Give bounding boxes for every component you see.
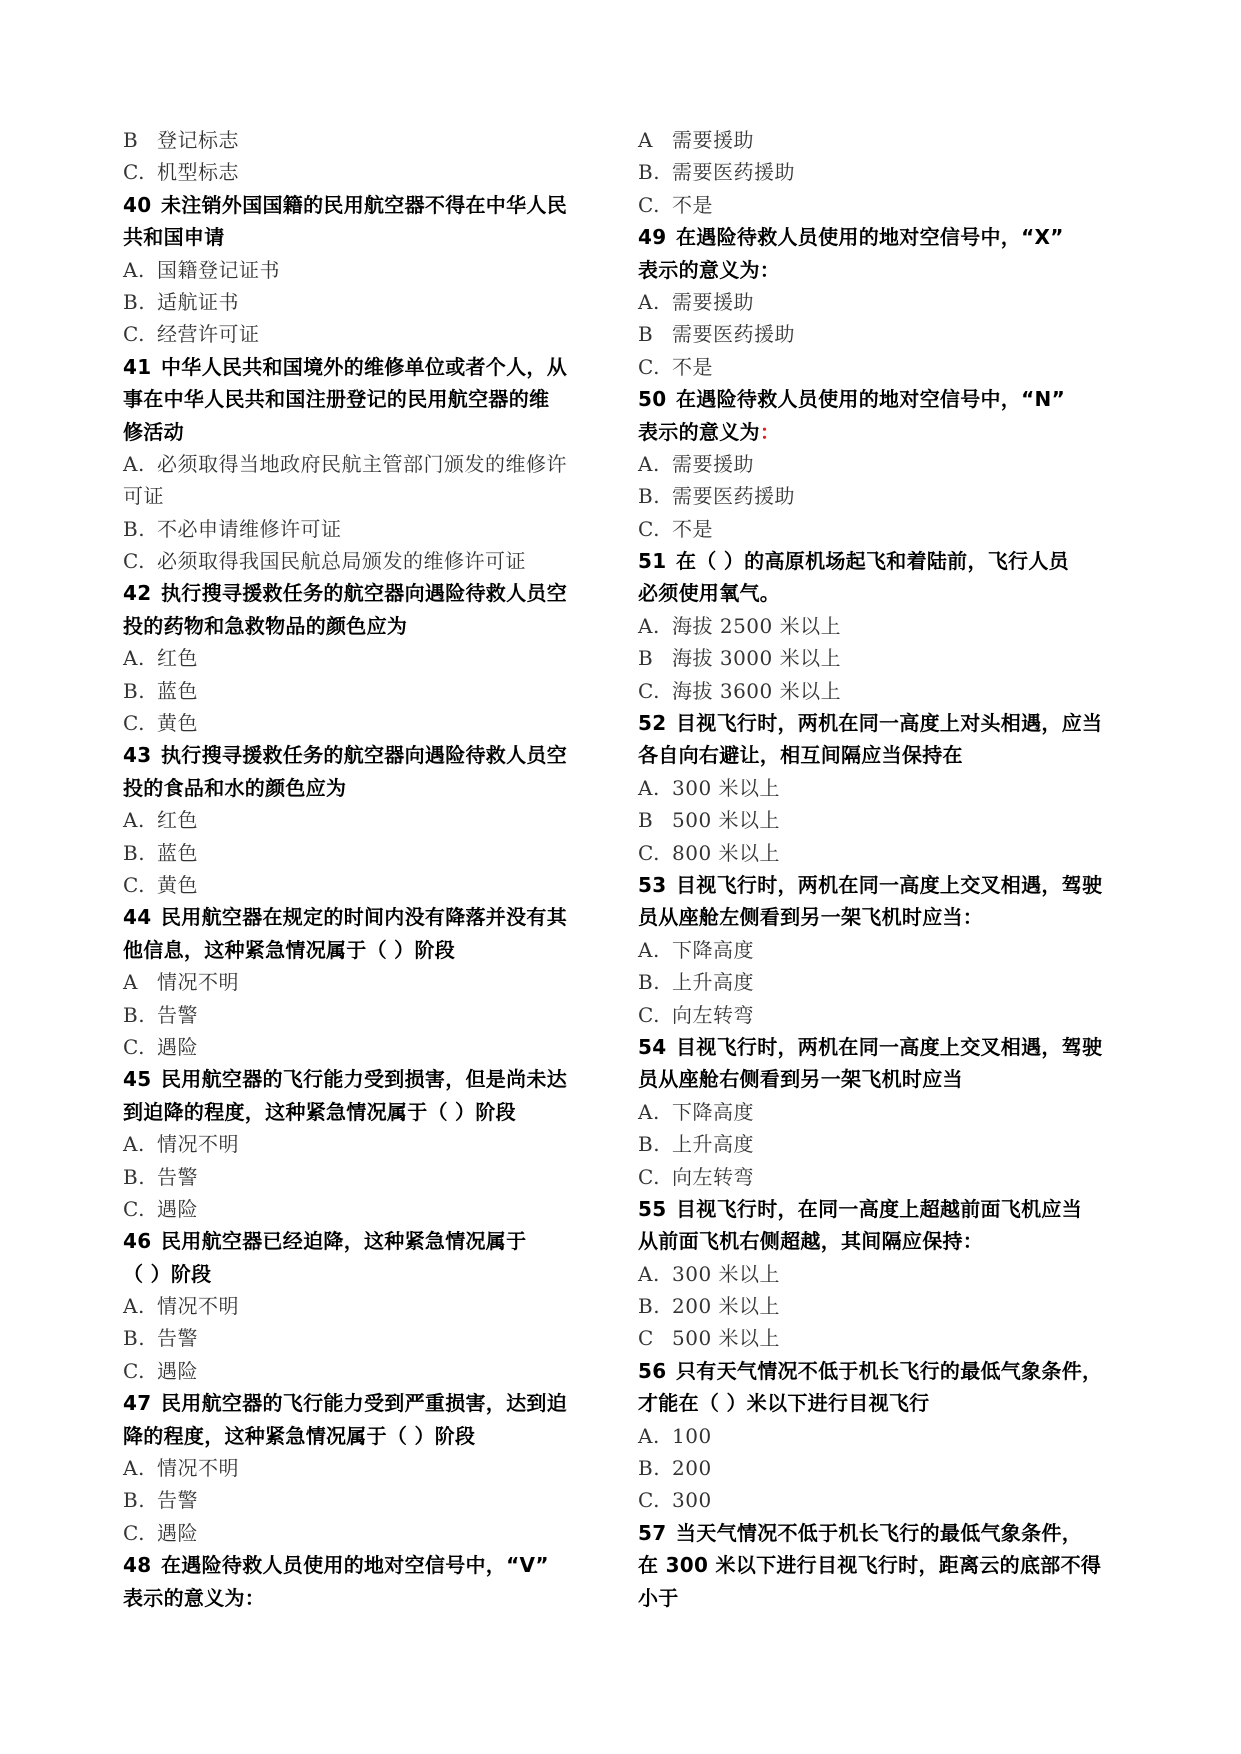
option-letter: B. bbox=[123, 678, 146, 703]
answer-option bbox=[638, 804, 1138, 836]
option-text: 下降高度 bbox=[672, 937, 754, 962]
question-text: 目视飞行时，两机在同一高度上交叉相遇，驾驶 bbox=[676, 1034, 1103, 1059]
question-stem-continued bbox=[638, 1225, 1138, 1257]
option-letter: C. bbox=[638, 516, 660, 541]
answer-option bbox=[638, 1484, 1138, 1516]
option-letter: B bbox=[638, 322, 654, 347]
question-stem-continued bbox=[638, 577, 1138, 609]
option-letter: C. bbox=[123, 549, 145, 574]
question-text: 事在中华人民共和国注册登记的民用航空器的维 bbox=[123, 387, 550, 412]
option-letter: B bbox=[638, 808, 654, 833]
answer-option bbox=[638, 1290, 1138, 1322]
question-number: 51 bbox=[638, 549, 667, 574]
question-stem bbox=[123, 189, 615, 221]
answer-option bbox=[638, 1161, 1138, 1193]
option-text: 告警 bbox=[157, 1488, 198, 1513]
question-stem-continued bbox=[638, 1549, 1138, 1581]
answer-option bbox=[638, 999, 1138, 1031]
option-text: 不是 bbox=[672, 192, 713, 217]
option-text: 向左转弯 bbox=[672, 1002, 754, 1027]
answer-option bbox=[123, 513, 615, 545]
question-number: 56 bbox=[638, 1358, 667, 1383]
option-letter: B bbox=[123, 128, 139, 152]
option-text: 海拔 3000 米以上 bbox=[672, 646, 842, 671]
question-stem-continued bbox=[638, 254, 1138, 286]
option-letter: C. bbox=[638, 1488, 660, 1513]
option-text: 上升高度 bbox=[672, 1132, 754, 1157]
option-letter: B. bbox=[123, 516, 146, 541]
option-text: 200 bbox=[672, 1456, 712, 1481]
option-text: 可证 bbox=[123, 484, 164, 509]
left-column bbox=[123, 124, 615, 1614]
question-stem-continued bbox=[123, 610, 615, 642]
question-text: 民用航空器在规定的时间内没有降落并没有其 bbox=[161, 905, 567, 930]
question-number: 52 bbox=[638, 711, 667, 736]
option-text: 告警 bbox=[157, 1002, 198, 1027]
question-stem-continued bbox=[638, 901, 1138, 933]
question-text: 共和国申请 bbox=[123, 225, 225, 250]
question-text: 中华人民共和国境外的维修单位或者个人，从 bbox=[161, 354, 567, 379]
question-text: 未注销外国国籍的民用航空器不得在中华人民 bbox=[161, 192, 567, 217]
option-letter: A. bbox=[638, 1099, 660, 1124]
answer-option bbox=[638, 934, 1138, 966]
option-letter: A. bbox=[123, 1456, 145, 1481]
option-text: 需要援助 bbox=[672, 289, 754, 314]
answer-option bbox=[123, 1161, 615, 1193]
answer-option bbox=[123, 124, 615, 156]
answer-option bbox=[638, 1322, 1138, 1354]
answer-option bbox=[123, 254, 615, 286]
question-stem bbox=[638, 1355, 1138, 1387]
option-letter: B. bbox=[638, 1294, 661, 1319]
option-text: 遇险 bbox=[157, 1358, 198, 1383]
option-letter: A. bbox=[123, 646, 145, 671]
question-text: 执行搜寻援救任务的航空器向遇险待救人员空 bbox=[161, 743, 567, 768]
answer-option bbox=[123, 804, 615, 836]
answer-option bbox=[123, 156, 615, 188]
option-letter: A. bbox=[123, 808, 145, 833]
question-number: 45 bbox=[123, 1067, 152, 1092]
answer-option bbox=[123, 642, 615, 674]
option-letter: C bbox=[638, 1326, 654, 1351]
question-text: 目视飞行时，两机在同一高度上交叉相遇，驾驶 bbox=[676, 872, 1103, 897]
question-text: 从前面飞机右侧超越，其间隔应保持： bbox=[638, 1229, 984, 1254]
question-number: 44 bbox=[123, 905, 152, 930]
option-text: 800 米以上 bbox=[672, 840, 781, 865]
option-text: 情况不明 bbox=[157, 1294, 239, 1319]
answer-option bbox=[638, 351, 1138, 383]
question-stem bbox=[123, 577, 615, 609]
question-text: 表示的意义为： bbox=[123, 1585, 266, 1610]
question-text: 只有天气情况不低于机长飞行的最低气象条件， bbox=[676, 1358, 1103, 1383]
option-letter: B. bbox=[638, 1132, 661, 1157]
question-stem bbox=[638, 869, 1138, 901]
option-text: 300 米以上 bbox=[672, 775, 781, 800]
answer-option bbox=[123, 966, 615, 998]
option-letter: B. bbox=[638, 1456, 661, 1481]
question-stem-continued bbox=[123, 1582, 615, 1614]
answer-option bbox=[638, 1096, 1138, 1128]
question-text: 当天气情况不低于机长飞行的最低气象条件， bbox=[676, 1520, 1082, 1545]
answer-option bbox=[123, 1031, 615, 1063]
answer-option bbox=[638, 1258, 1138, 1290]
option-letter: C. bbox=[123, 1520, 145, 1545]
question-text: 他信息，这种紧急情况属于（ ）阶段 bbox=[123, 937, 456, 962]
option-text: 上升高度 bbox=[672, 970, 754, 995]
question-stem bbox=[123, 1225, 615, 1257]
answer-option bbox=[638, 1420, 1138, 1452]
answer-option bbox=[638, 286, 1138, 318]
question-text: （ ）阶段 bbox=[123, 1261, 212, 1286]
option-text: 100 bbox=[672, 1423, 712, 1448]
option-text: 需要医药援助 bbox=[672, 484, 795, 509]
option-text: 需要医药援助 bbox=[672, 160, 795, 185]
option-text: 适航证书 bbox=[157, 289, 239, 314]
question-number: 57 bbox=[638, 1520, 667, 1545]
option-letter: B bbox=[638, 646, 654, 671]
option-letter: A. bbox=[638, 289, 660, 314]
question-text: 员从座舱左侧看到另一架飞机时应当： bbox=[638, 905, 984, 930]
option-letter: A. bbox=[123, 451, 145, 476]
option-letter: C. bbox=[123, 1358, 145, 1383]
option-letter: A bbox=[638, 128, 653, 152]
option-letter: B. bbox=[123, 289, 146, 314]
option-text: 情况不明 bbox=[157, 1456, 239, 1481]
option-text: 红色 bbox=[157, 808, 198, 833]
answer-option bbox=[123, 675, 615, 707]
question-text: 小于 bbox=[638, 1585, 679, 1610]
question-text: 员从座舱右侧看到另一架飞机时应当 bbox=[638, 1067, 963, 1092]
question-stem bbox=[638, 383, 1138, 415]
question-stem bbox=[638, 707, 1138, 739]
option-text: 情况不明 bbox=[157, 1132, 239, 1157]
question-stem bbox=[638, 545, 1138, 577]
option-letter: A. bbox=[123, 1294, 145, 1319]
option-text: 500 米以上 bbox=[672, 1326, 781, 1351]
question-number: 53 bbox=[638, 872, 667, 897]
option-letter: C. bbox=[123, 872, 145, 897]
answer-option bbox=[123, 707, 615, 739]
question-stem-continued bbox=[123, 1420, 615, 1452]
option-text: 300 米以上 bbox=[672, 1261, 781, 1286]
question-number: 55 bbox=[638, 1196, 667, 1221]
answer-option-continued bbox=[123, 480, 615, 512]
question-stem-continued bbox=[123, 772, 615, 804]
answer-option bbox=[123, 869, 615, 901]
option-text: 蓝色 bbox=[157, 840, 198, 865]
option-letter: C. bbox=[123, 1034, 145, 1059]
option-text: 蓝色 bbox=[157, 678, 198, 703]
question-stem-continued bbox=[123, 1096, 615, 1128]
option-text: 经营许可证 bbox=[157, 322, 260, 347]
option-letter: B. bbox=[123, 1164, 146, 1189]
option-letter: B. bbox=[123, 840, 146, 865]
question-number: 43 bbox=[123, 743, 152, 768]
answer-option bbox=[123, 1193, 615, 1225]
question-text: 才能在（ ）米以下进行目视飞行 bbox=[638, 1391, 930, 1416]
question-stem bbox=[123, 739, 615, 771]
option-letter: B. bbox=[123, 1326, 146, 1351]
option-letter: A. bbox=[638, 1261, 660, 1286]
option-letter: B. bbox=[123, 1488, 146, 1513]
option-letter: A. bbox=[638, 775, 660, 800]
question-text: 修活动 bbox=[123, 419, 184, 444]
option-text: 海拔 3600 米以上 bbox=[672, 678, 842, 703]
question-text: 投的药物和急救物品的颜色应为 bbox=[123, 613, 408, 638]
red-mark: ： bbox=[759, 419, 781, 444]
question-text: 必须使用氧气。 bbox=[638, 581, 781, 606]
question-number: 50 bbox=[638, 387, 667, 412]
answer-option bbox=[123, 1290, 615, 1322]
answer-option bbox=[638, 610, 1138, 642]
option-letter: C. bbox=[123, 1196, 145, 1221]
answer-option bbox=[123, 318, 615, 350]
answer-option bbox=[123, 837, 615, 869]
option-text: 不必申请维修许可证 bbox=[157, 516, 342, 541]
question-stem-continued bbox=[123, 1258, 615, 1290]
option-letter: A bbox=[123, 970, 138, 995]
question-stem-continued bbox=[638, 1387, 1138, 1419]
option-text: 红色 bbox=[157, 646, 198, 671]
answer-option bbox=[638, 513, 1138, 545]
option-text: 黄色 bbox=[157, 711, 198, 736]
answer-option bbox=[123, 1517, 615, 1549]
answer-option bbox=[638, 124, 1138, 156]
question-text: 民用航空器的飞行能力受到损害，但是尚未达 bbox=[161, 1067, 567, 1092]
option-text: 需要医药援助 bbox=[672, 322, 795, 347]
question-stem bbox=[123, 1387, 615, 1419]
question-stem bbox=[123, 351, 615, 383]
question-stem bbox=[123, 1063, 615, 1095]
option-letter: B. bbox=[638, 970, 661, 995]
answer-option bbox=[638, 772, 1138, 804]
option-text: 不是 bbox=[672, 354, 713, 379]
option-letter: B. bbox=[638, 484, 661, 509]
question-number: 47 bbox=[123, 1391, 152, 1416]
option-letter: A. bbox=[638, 613, 660, 638]
question-text: 目视飞行时，两机在同一高度上对头相遇，应当 bbox=[676, 711, 1103, 736]
option-text: 300 bbox=[672, 1488, 712, 1513]
question-text: 在遇险待救人员使用的地对空信号中，“N” bbox=[676, 387, 1066, 412]
option-letter: A. bbox=[638, 451, 660, 476]
option-letter: C. bbox=[638, 1164, 660, 1189]
question-number: 40 bbox=[123, 192, 152, 217]
question-number: 46 bbox=[123, 1229, 152, 1254]
option-text: 告警 bbox=[157, 1326, 198, 1351]
option-text: 黄色 bbox=[157, 872, 198, 897]
question-text: 在 300 米以下进行目视飞行时，距离云的底部不得 bbox=[638, 1553, 1102, 1578]
option-text: 200 米以上 bbox=[672, 1294, 781, 1319]
question-stem-continued bbox=[123, 934, 615, 966]
option-letter: C. bbox=[123, 322, 145, 347]
answer-option bbox=[638, 1452, 1138, 1484]
answer-option bbox=[123, 286, 615, 318]
question-stem bbox=[638, 1193, 1138, 1225]
question-number: 42 bbox=[123, 581, 152, 606]
answer-option bbox=[638, 642, 1138, 674]
answer-option bbox=[638, 480, 1138, 512]
right-column bbox=[638, 124, 1138, 1614]
question-text: 在遇险待救人员使用的地对空信号中，“V” bbox=[161, 1553, 549, 1578]
question-text: 投的食品和水的颜色应为 bbox=[123, 775, 347, 800]
answer-option bbox=[638, 1128, 1138, 1160]
question-text: 降的程度，这种紧急情况属于（ ）阶段 bbox=[123, 1423, 476, 1448]
option-letter: C. bbox=[638, 678, 660, 703]
option-text: 登记标志 bbox=[157, 128, 239, 152]
answer-option bbox=[638, 318, 1138, 350]
option-letter: B. bbox=[123, 1002, 146, 1027]
option-text: 必须取得当地政府民航主管部门颁发的维修许 bbox=[157, 451, 567, 476]
question-text: 表示的意义为： bbox=[638, 257, 781, 282]
answer-option bbox=[638, 156, 1138, 188]
option-letter: B. bbox=[638, 160, 661, 185]
option-letter: A. bbox=[123, 257, 145, 282]
option-letter: C. bbox=[638, 192, 660, 217]
answer-option bbox=[638, 189, 1138, 221]
question-stem bbox=[638, 1517, 1138, 1549]
answer-option bbox=[123, 1128, 615, 1160]
question-text: 在遇险待救人员使用的地对空信号中，“X” bbox=[676, 225, 1064, 250]
option-letter: C. bbox=[638, 1002, 660, 1027]
answer-option bbox=[638, 837, 1138, 869]
question-text: 表示的意义为 bbox=[638, 419, 760, 444]
question-text: 在（ ）的高原机场起飞和着陆前，飞行人员 bbox=[676, 549, 1069, 574]
option-text: 必须取得我国民航总局颁发的维修许可证 bbox=[157, 549, 526, 574]
option-text: 需要援助 bbox=[672, 451, 754, 476]
option-letter: A. bbox=[123, 1132, 145, 1157]
option-text: 遇险 bbox=[157, 1520, 198, 1545]
question-text: 执行搜寻援救任务的航空器向遇险待救人员空 bbox=[161, 581, 567, 606]
question-text: 民用航空器的飞行能力受到严重损害，达到迫 bbox=[161, 1391, 567, 1416]
option-text: 向左转弯 bbox=[672, 1164, 754, 1189]
answer-option bbox=[123, 999, 615, 1031]
option-letter: C. bbox=[123, 160, 145, 185]
question-text: 目视飞行时，在同一高度上超越前面飞机应当 bbox=[676, 1196, 1082, 1221]
option-text: 遇险 bbox=[157, 1196, 198, 1221]
question-text: 到迫降的程度，这种紧急情况属于（ ）阶段 bbox=[123, 1099, 516, 1124]
question-stem bbox=[638, 1031, 1138, 1063]
option-text: 海拔 2500 米以上 bbox=[672, 613, 842, 638]
question-stem-continued bbox=[123, 221, 615, 253]
option-text: 不是 bbox=[672, 516, 713, 541]
question-stem-continued bbox=[123, 416, 615, 448]
question-stem bbox=[123, 1549, 615, 1581]
question-text: 民用航空器已经迫降，这种紧急情况属于 bbox=[161, 1229, 527, 1254]
question-stem-continued bbox=[123, 383, 615, 415]
question-stem bbox=[123, 901, 615, 933]
option-letter: A. bbox=[638, 937, 660, 962]
option-text: 情况不明 bbox=[157, 970, 239, 995]
answer-option bbox=[638, 966, 1138, 998]
answer-option bbox=[123, 1355, 615, 1387]
option-text: 国籍登记证书 bbox=[157, 257, 280, 282]
option-text: 机型标志 bbox=[157, 160, 239, 185]
option-letter: C. bbox=[123, 711, 145, 736]
option-letter: C. bbox=[638, 840, 660, 865]
question-number: 49 bbox=[638, 225, 667, 250]
question-number: 54 bbox=[638, 1034, 667, 1059]
question-stem-continued bbox=[638, 1063, 1138, 1095]
question-stem-continued bbox=[638, 416, 1138, 448]
answer-option bbox=[123, 1322, 615, 1354]
answer-option bbox=[123, 545, 615, 577]
answer-option bbox=[123, 1452, 615, 1484]
question-stem-continued bbox=[638, 739, 1138, 771]
answer-option bbox=[638, 675, 1138, 707]
option-text: 需要援助 bbox=[672, 128, 754, 152]
option-text: 遇险 bbox=[157, 1034, 198, 1059]
option-text: 告警 bbox=[157, 1164, 198, 1189]
option-text: 500 米以上 bbox=[672, 808, 781, 833]
question-number: 41 bbox=[123, 354, 152, 379]
answer-option bbox=[123, 1484, 615, 1516]
question-text: 各自向右避让，相互间隔应当保持在 bbox=[638, 743, 963, 768]
question-stem-continued bbox=[638, 1582, 1138, 1614]
option-text: 下降高度 bbox=[672, 1099, 754, 1124]
option-letter: A. bbox=[638, 1423, 660, 1448]
answer-option bbox=[123, 448, 615, 480]
question-number: 48 bbox=[123, 1553, 152, 1578]
question-stem bbox=[638, 221, 1138, 253]
option-letter: C. bbox=[638, 354, 660, 379]
answer-option bbox=[638, 448, 1138, 480]
